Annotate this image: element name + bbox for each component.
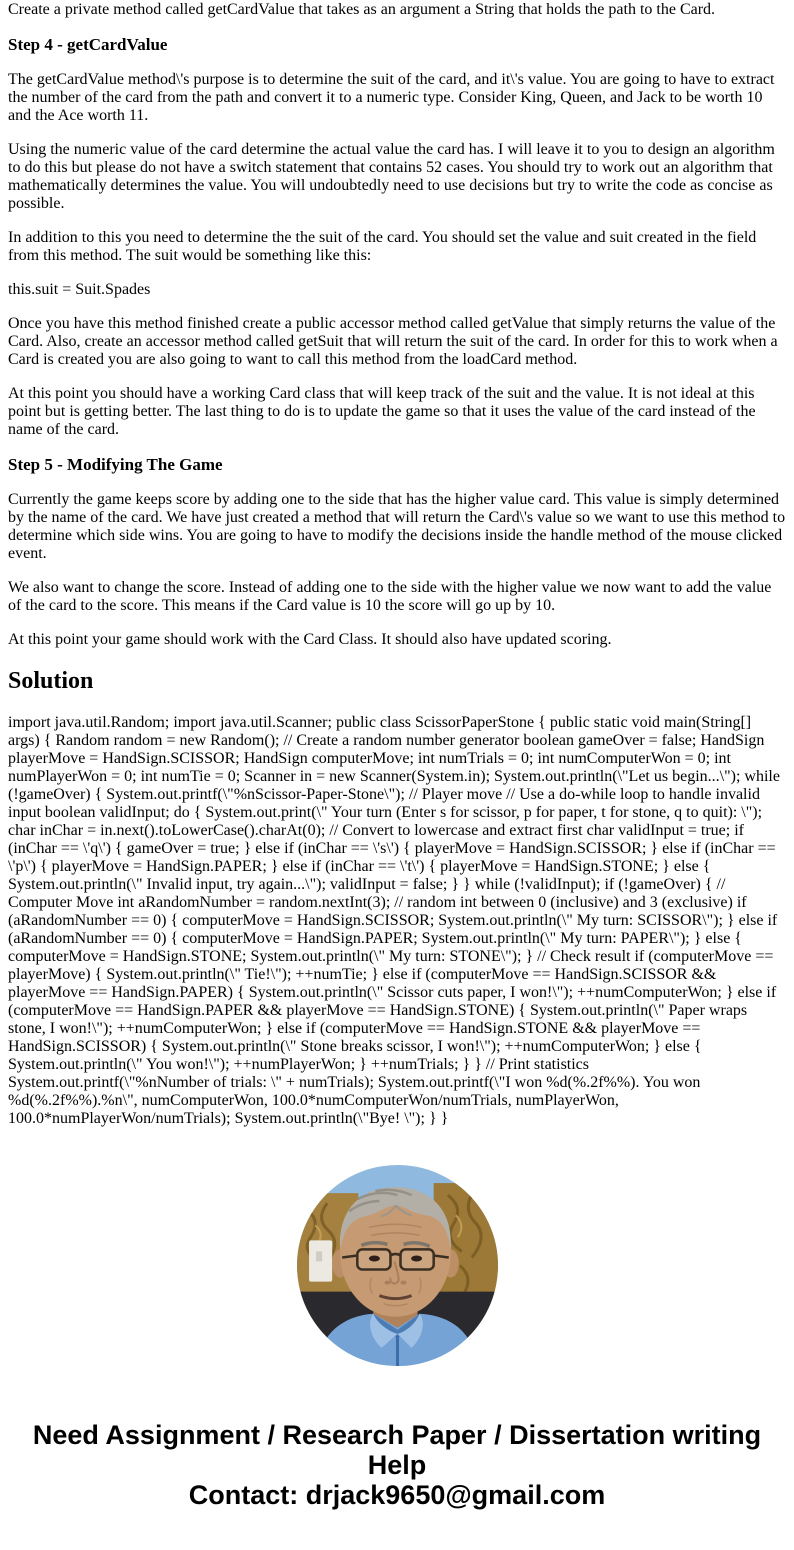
solution-code: import java.util.Random; import java.util.Scanner; public class ScissorPaperStone { public static void main(String[] args) { Random random = new Random(); // Create a random number generator boolean gameOver = false; HandSign playerMove = HandSign.SCISSOR; HandSign computerMove; int numTrials = 0; int numComputerWon = 0; int numPlayerWon = 0; int numTie = 0; Scanner in = new Scanner(System.in); System.out.println(\"Let us begin...\"); while (!gameOver) { System.out.printf(\"%nScissor-Paper-Stone\"); // Player move // Use a do-while loop to handle invalid input boolean validInput; do { System.out.print(\" Your turn (Enter s for scissor, p for paper, t for stone, q to quit): \"); char inChar = in.next().toLowerCase().charAt(0); // Convert to lowercase and extract first char validInput = true; if (inChar == \'q\') { gameOver = true; } else if (inChar == \'s\') { playerMove = HandSign.SCISSOR; } else if (inChar == \'p\') { playerMove = HandSign.PAPER; } else if (inChar == \'t\') { playerMove = HandSign.STONE; } else { System.out.println(\" Invalid input, try again...\"); validInput = false; } } while (!validInput); if (!gameOver) { // Computer Move int aRandomNumber = random.nextInt(3); // random int between 0 (inclusive) and 3 (exclusive) if (aRandomNumber == 0) { computerMove = HandSign.SCISSOR; System.out.println(\" My turn: SCISSOR\"); } else if (aRandomNumber == 0) { computerMove = HandSign.PAPER; System.out.println(\" My turn: PAPER\"); } else { computerMove = HandSign.STONE; System.out.println(\" My turn: STONE\"); } // Check result if (computerMove == playerMove) { System.out.println(\" Tie!\"); ++numTie; } else if (computerMove == HandSign.SCISSOR && playerMove == HandSign.PAPER) { System.out.println(\" Scissor cuts paper, I won!\"); ++numComputerWon; } else if (computerMove == HandSign.PAPER && playerMove == HandSign.STONE) { System.out.println(\" Paper wraps stone, I won!\"); ++numComputerWon; } else if (computerMove == HandSign.STONE && playerMove == HandSign.SCISSOR) { System.out.println(\" Stone breaks scissor, I won!\"); ++numComputerWon; } else { System.out.println(\" You won!\"); ++numPlayerWon; } ++numTrials; } } // Print statistics System.out.printf(\"%nNumber of trials: \" + numTrials); System.out.printf(\"I won %d(%.2f%%). You won %d(%.2f%%).%n\", numComputerWon, 100.0*numComputerWon/numTrials, numPlayerWon, 100.0*numPlayerWon/numTrials); System.out.println(\"Bye! \"); } } — [8, 714, 780, 1127]
profile-photo-container — [8, 1165, 786, 1366]
footer-help-text: Need Assignment / Research Paper / Dissertation writing Help — [32, 1420, 762, 1480]
paragraph: At this point your game should work with the Card Class. It should also have updated scoring. — [8, 631, 612, 648]
paragraph: Using the numeric value of the card determine the actual value the card has. I will leave it to you to design an algorithm to do this but please do not have a switch statement that contains 52 cases. You should try to work out an algorithm that mathematically determines the value. You will undoubtedly need to use decisions but try to write the code as concise as possible. — [8, 141, 775, 212]
paragraph: Currently the game keeps score by adding one to the side that has the higher value card. This value is simply determined by the name of the card. We have just created a method that will return the Card\'s value so we want to use this method to determine which side wins. You are going to have to modify the decisions inside the handle method of the mouse clicked event. — [8, 491, 786, 562]
footer-banner — [8, 1420, 786, 1510]
paragraph: The getCardValue method\'s purpose is to determine the suit of the card, and it\'s value. You are going to have to extract the number of the card from the path and convert it to a numeric type. Consider King, Queen, and Jack to be worth 10 and the Ace worth 11. — [8, 71, 775, 124]
footer-contact-email: Contact: drjack9650@gmail.com — [188, 1480, 606, 1510]
step5-heading: Step 5 - Modifying The Game — [8, 455, 223, 474]
paragraph: In addition to this you need to determine the the suit of the card. You should set the value and suit created in the field from this method. The suit would be something like this: — [8, 229, 757, 264]
paragraph: Once you have this method finished create a public accessor method called getValue that simply returns the value of the Card. Also, create an accessor method called getSuit that will return the suit of the card. In order for this to work when a Card is created you are also going to want to call this method from the loadCard method. — [8, 315, 778, 368]
paragraph: At this point you should have a working Card class that will keep track of the suit and the value. It is not ideal at this point but is getting better. The last thing to do is to update the game so that it uses the value of the card instead of the name of the card. — [8, 385, 756, 438]
solution-heading: Solution — [8, 668, 94, 694]
person-portrait-icon — [297, 1165, 498, 1366]
step4-heading: Step 4 - getCardValue — [8, 35, 168, 54]
paragraph: We also want to change the score. Instead of adding one to the side with the higher value we now want to add the value of the card to the score. This means if the Card value is 10 the score will go up by 10. — [8, 579, 772, 614]
code-snippet-line: this.suit = Suit.Spades — [8, 281, 151, 298]
intro-paragraph: Create a private method called getCardValue that takes as an argument a String that holds the path to the Card. — [8, 1, 716, 18]
